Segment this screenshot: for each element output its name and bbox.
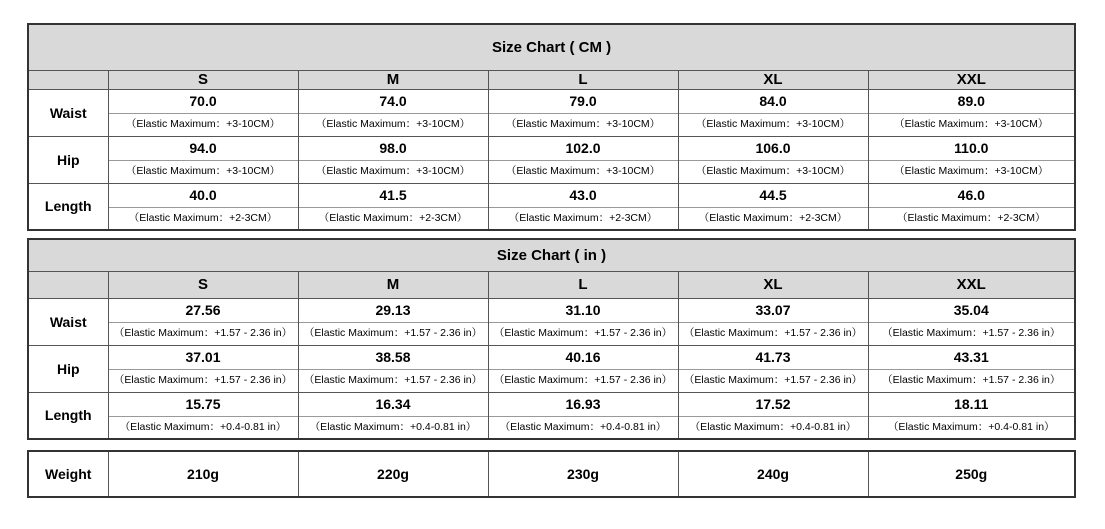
- size-header-m: M: [298, 70, 488, 89]
- elastic-note: （Elastic Maximum：+1.57 - 2.36 in）: [489, 322, 678, 344]
- measurement-value: 46.0: [957, 186, 985, 203]
- size-cell: [298, 183, 488, 230]
- row-label-length: Length: [28, 392, 108, 439]
- size-cell: [298, 298, 488, 345]
- elastic-note: （Elastic Maximum：+1.57 - 2.36 in）: [679, 369, 868, 391]
- elastic-note: （Elastic Maximum：+0.4-0.81 in）: [489, 416, 678, 438]
- row-label-hip: Hip: [28, 136, 108, 183]
- measurement-value: 17.52: [755, 395, 791, 412]
- measurement-value: 94.0: [189, 140, 217, 156]
- size-cell: [488, 392, 678, 439]
- size-chart-cm: [27, 23, 1076, 231]
- size-cell: [298, 345, 488, 392]
- table-row: [28, 345, 1075, 392]
- elastic-note: （Elastic Maximum：+0.4-0.81 in）: [679, 416, 868, 438]
- size-cell: [108, 392, 298, 439]
- table-row: [28, 451, 1075, 497]
- size-header-xxl: XXL: [868, 271, 1075, 298]
- size-cell: [678, 392, 868, 439]
- elastic-note: （Elastic Maximum：+1.57 - 2.36 in）: [299, 369, 488, 391]
- size-cell: [678, 345, 868, 392]
- table-row: [28, 136, 1075, 183]
- measurement-value: 41.5: [379, 186, 407, 203]
- row-label-length: Length: [28, 183, 108, 230]
- elastic-note: （Elastic Maximum：+3-10CM）: [869, 113, 1075, 135]
- measurement-value: 84.0: [759, 93, 787, 109]
- size-cell: [678, 298, 868, 345]
- measurement-value: 37.01: [185, 349, 221, 365]
- measurement-value: 33.07: [755, 302, 791, 318]
- size-cell: [678, 183, 868, 230]
- elastic-note: （Elastic Maximum：+3-10CM）: [679, 160, 868, 182]
- size-cell: [868, 392, 1075, 439]
- size-chart-cm-title: Size Chart ( CM ): [28, 24, 1075, 70]
- size-cell: [488, 298, 678, 345]
- measurement-value: 29.13: [375, 302, 411, 318]
- elastic-note: （Elastic Maximum：+3-10CM）: [299, 113, 488, 135]
- size-cell: [108, 136, 298, 183]
- measurement-value: 98.0: [379, 140, 407, 156]
- measurement-value: 31.10: [565, 302, 601, 318]
- elastic-note: （Elastic Maximum：+2-3CM）: [679, 207, 868, 229]
- measurement-value: 70.0: [189, 93, 217, 109]
- header-corner: [28, 271, 108, 298]
- measurement-value: 89.0: [957, 93, 985, 109]
- elastic-note: （Elastic Maximum：+1.57 - 2.36 in）: [679, 322, 868, 344]
- size-cell: [488, 345, 678, 392]
- elastic-note: （Elastic Maximum：+1.57 - 2.36 in）: [489, 369, 678, 391]
- size-cell: [298, 392, 488, 439]
- size-cell: [488, 136, 678, 183]
- measurement-value: 43.31: [953, 349, 989, 365]
- table-row: [28, 392, 1075, 439]
- size-cell: [868, 298, 1075, 345]
- size-cell: [868, 183, 1075, 230]
- weight-value: 230g: [488, 451, 678, 497]
- table-row: [28, 298, 1075, 345]
- weight-table: [27, 450, 1076, 498]
- size-cell: [108, 298, 298, 345]
- size-header-xxl: XXL: [868, 70, 1075, 89]
- elastic-note: （Elastic Maximum：+3-10CM）: [869, 160, 1075, 182]
- measurement-value: 35.04: [953, 302, 989, 318]
- measurement-value: 16.93: [565, 395, 601, 412]
- size-header-s: S: [108, 271, 298, 298]
- weight-value: 240g: [678, 451, 868, 497]
- table-row: [28, 89, 1075, 136]
- elastic-note: （Elastic Maximum：+3-10CM）: [109, 113, 298, 135]
- size-cell: [488, 89, 678, 136]
- size-header-l: L: [488, 271, 678, 298]
- elastic-note: （Elastic Maximum：+1.57 - 2.36 in）: [109, 369, 298, 391]
- weight-value: 250g: [868, 451, 1075, 497]
- elastic-note: （Elastic Maximum：+3-10CM）: [299, 160, 488, 182]
- size-cell: [868, 345, 1075, 392]
- size-cell: [108, 183, 298, 230]
- size-cell: [298, 136, 488, 183]
- size-cell: [108, 345, 298, 392]
- measurement-value: 40.0: [189, 186, 217, 203]
- elastic-note: （Elastic Maximum：+2-3CM）: [299, 207, 488, 229]
- measurement-value: 18.11: [954, 395, 989, 412]
- size-cell: [298, 89, 488, 136]
- weight-value: 210g: [108, 451, 298, 497]
- measurement-value: 15.75: [185, 395, 221, 412]
- size-header-l: L: [488, 70, 678, 89]
- size-cell: [678, 136, 868, 183]
- measurement-value: 40.16: [565, 349, 601, 365]
- size-cell: [678, 89, 868, 136]
- elastic-note: （Elastic Maximum：+3-10CM）: [679, 113, 868, 135]
- measurement-value: 38.58: [375, 349, 411, 365]
- elastic-note: （Elastic Maximum：+2-3CM）: [109, 207, 298, 229]
- elastic-note: （Elastic Maximum：+1.57 - 2.36 in）: [109, 322, 298, 344]
- elastic-note: （Elastic Maximum：+1.57 - 2.36 in）: [869, 322, 1075, 344]
- elastic-note: （Elastic Maximum：+3-10CM）: [489, 113, 678, 135]
- measurement-value: 41.73: [755, 349, 791, 365]
- measurement-value: 16.34: [375, 395, 411, 412]
- elastic-note: （Elastic Maximum：+0.4-0.81 in）: [869, 416, 1075, 438]
- measurement-value: 110.0: [954, 140, 989, 156]
- row-label-weight: Weight: [28, 451, 108, 497]
- size-chart-inch: [27, 238, 1076, 440]
- elastic-note: （Elastic Maximum：+1.57 - 2.36 in）: [869, 369, 1075, 391]
- size-chart-inch-title: Size Chart ( in ): [28, 239, 1075, 271]
- measurement-value: 106.0: [755, 140, 791, 156]
- size-cell: [868, 89, 1075, 136]
- measurement-value: 43.0: [569, 186, 597, 203]
- measurement-value: 44.5: [759, 186, 787, 203]
- size-cell: [488, 183, 678, 230]
- elastic-note: （Elastic Maximum：+1.57 - 2.36 in）: [299, 322, 488, 344]
- size-cell: [108, 89, 298, 136]
- weight-value: 220g: [298, 451, 488, 497]
- elastic-note: （Elastic Maximum：+0.4-0.81 in）: [109, 416, 298, 438]
- measurement-value: 102.0: [565, 140, 601, 156]
- row-label-hip: Hip: [28, 345, 108, 392]
- measurement-value: 27.56: [185, 302, 221, 318]
- elastic-note: （Elastic Maximum：+2-3CM）: [869, 207, 1075, 229]
- elastic-note: （Elastic Maximum：+2-3CM）: [489, 207, 678, 229]
- size-header-s: S: [108, 70, 298, 89]
- elastic-note: （Elastic Maximum：+3-10CM）: [489, 160, 678, 182]
- elastic-note: （Elastic Maximum：+3-10CM）: [109, 160, 298, 182]
- size-header-m: M: [298, 271, 488, 298]
- row-label-waist: Waist: [28, 89, 108, 136]
- header-corner: [28, 70, 108, 89]
- measurement-value: 79.0: [569, 93, 597, 109]
- measurement-value: 74.0: [379, 93, 407, 109]
- row-label-waist: Waist: [28, 298, 108, 345]
- size-cell: [868, 136, 1075, 183]
- elastic-note: （Elastic Maximum：+0.4-0.81 in）: [299, 416, 488, 438]
- size-header-xl: XL: [678, 271, 868, 298]
- table-row: [28, 183, 1075, 230]
- size-header-xl: XL: [678, 70, 868, 89]
